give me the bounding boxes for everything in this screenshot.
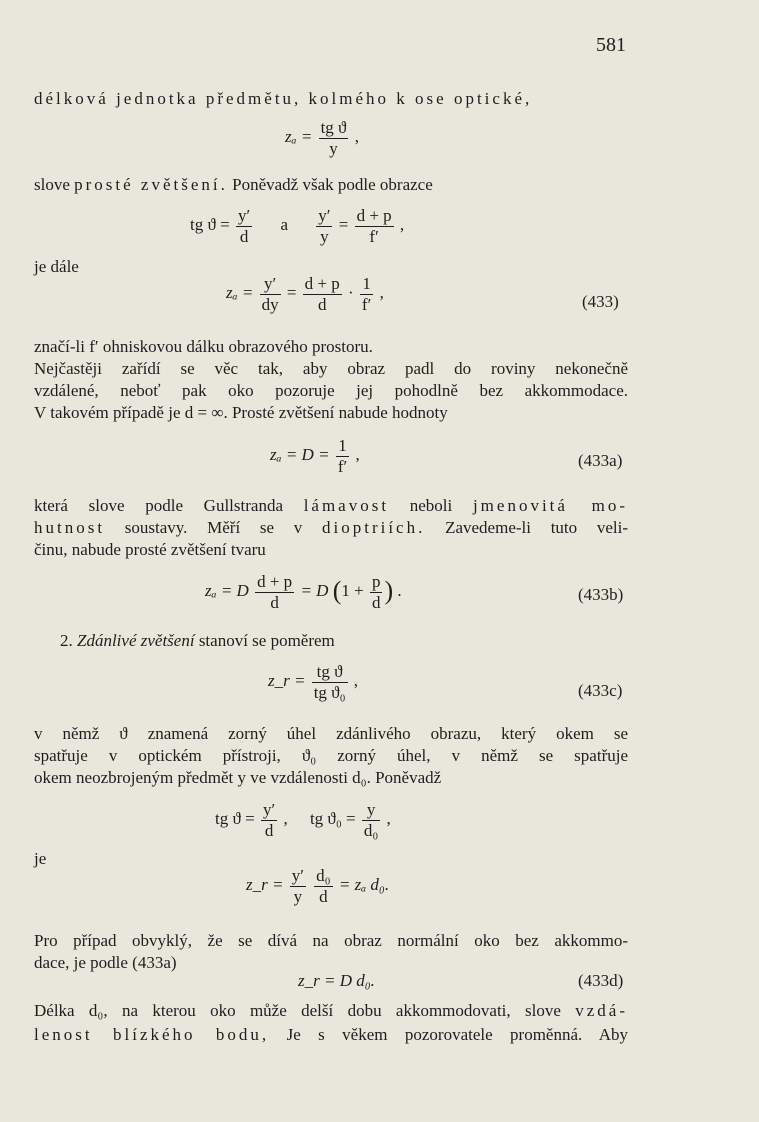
equation-za-definition: zₐ = $\frac{\text{tg ϑ}}{y}$ , (285, 118, 359, 158)
equation-tg-theta: tg ϑ = $\frac{y'}{d}$ a $\frac{y'}{y}$ = $\frac{d + p}{f'}$ , (190, 206, 405, 246)
equation-zr: z_r = $\frac{y'}{y}$ $\frac{\text{d₀}}{d}$ = zₐ d₀. (246, 866, 390, 906)
text-line: hutnost soustavy. Měří se v dioptriích. Zavedeme-li tuto veli- (34, 518, 629, 537)
equation-433a: zₐ = D = $\frac{1}{f'}$ , (270, 436, 360, 476)
section-heading-line: 2. Zdánlivé zvětšení stanoví se poměrem (60, 631, 335, 650)
text-line: okem neozbrojeným předmět y ve vzdálenosti d₀. Poněvadž (34, 768, 442, 787)
equation-label: (433d) (578, 971, 624, 990)
equation-label: (433a) (578, 451, 623, 470)
equation-433: zₐ = $\frac{y'}{dy}$ = $\frac{d + p}{d}$ · $\frac{1}{f'}$ , (226, 274, 384, 314)
text-line: je (34, 849, 47, 868)
text-line: lenost blízkého bodu, Je s věkem pozorovatele proměnná. Aby (34, 1025, 629, 1044)
text-line: značí-li f′ ohniskovou dálku obrazového prostoru. (34, 337, 373, 356)
text-line: spatřuje v optickém přístroji, ϑ₀ zorný úhel, v němž se spatřuje (34, 746, 628, 765)
equation-433c: z_r = $\frac{\text{tg ϑ}}{\text{tg ϑ₀}}$ , (268, 662, 359, 702)
text-line: délková jednotka předmětu, kolmého k ose optické, (34, 89, 533, 108)
fraction: $\frac{\text{tg ϑ}}{y}$ (320, 118, 347, 158)
page-number: 581 (596, 34, 626, 56)
text-line: která slove podle Gullstranda lámavost neboli jmenovitá mo- (34, 496, 629, 515)
text-line: je dále (34, 257, 79, 276)
text-line: v němž ϑ znamená zorný úhel zdánlivého obrazu, který okem se (34, 724, 628, 743)
text-line: vzdálené, neboť pak oko pozoruje jej pohodlně bez akkommodace. (34, 381, 628, 400)
text-line: V takovém případě je d = ∞. Prosté zvětšení nabude hodnoty (34, 403, 448, 422)
text-line: činu, nabude prosté zvětšení tvaru (34, 540, 266, 559)
text-line: Pro případ obvyklý, že se dívá na obraz normální oko bez akkommo- (34, 931, 628, 950)
text-line: Délka d₀, na kterou oko může delší dobu akkommodovati, slove vzdá- (34, 1001, 628, 1020)
text-line: Nejčastěji zařídí se věc tak, aby obraz padl do roviny nekonečně (34, 359, 628, 378)
equation-433b: zₐ = D $\frac{d + p}{d}$ = D (1 + $\frac{p}{d}$ ) . (205, 572, 402, 612)
equation-label: (433) (582, 292, 619, 311)
equation-label: (433c) (578, 681, 623, 700)
equation-tg-theta-zero: tg ϑ = $\frac{y'}{d}$ , tg ϑ₀ = $\frac{y}{\text{d₀}}$ , (215, 800, 391, 840)
text-line: dace, je podle (433a) (34, 953, 177, 972)
text-line: slove prosté zvětšení. Poněvadž však podle obrazce (34, 175, 433, 194)
equation-433d: z_r = D d₀. (298, 971, 375, 990)
equation-label: (433b) (578, 585, 624, 604)
